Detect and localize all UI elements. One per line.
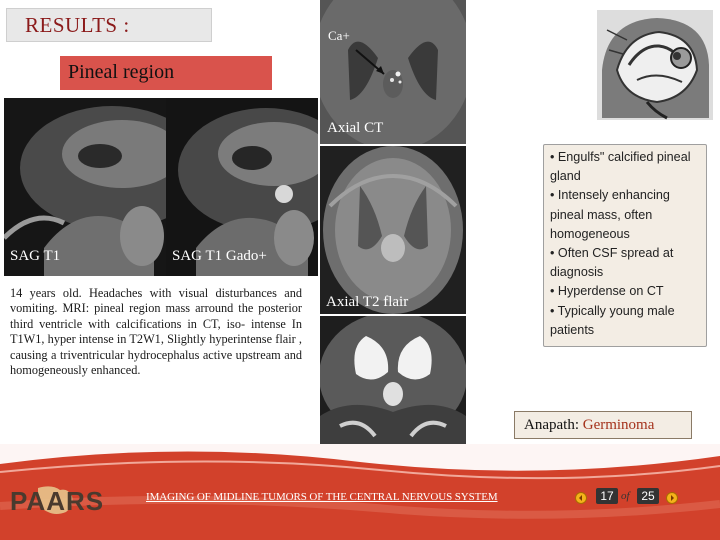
finding-item: • Intensely enhancing pineal mass, often homogeneous xyxy=(550,188,670,241)
paars-logo-text: PAARS xyxy=(10,486,105,516)
axial-ct-image xyxy=(320,0,466,144)
case-description: 14 years old. Headaches with visual disturbances and vomiting. MRI: pineal region mass arround the posterior third ventricle with calcifications in CT, iso- intense In T1W1, hyper intense in T2W1, Slightly hyperintense flair , causing a triventricular hydrocephalus active upstream and homogeneously enhanced. xyxy=(10,286,302,378)
axial-t2-flair-image xyxy=(320,146,466,314)
next-slide-button[interactable] xyxy=(666,492,678,504)
finding-item: • Engulfs" calcified pineal gland xyxy=(550,150,691,184)
anapath-label: Anapath: xyxy=(524,417,579,433)
finding-item: • Often CSF spread at diagnosis xyxy=(550,246,674,280)
anapath-box xyxy=(514,411,692,439)
ct-calcification-label: Ca+ xyxy=(328,28,350,43)
sag-t1-image xyxy=(4,98,166,276)
prev-slide-button[interactable] xyxy=(575,492,587,504)
total-pages: 25 xyxy=(637,488,659,504)
axial-ct-label: Axial CT xyxy=(327,120,384,136)
sag-t1-gado-label: SAG T1 Gado+ xyxy=(172,248,267,264)
presentation-title: IMAGING OF MIDLINE TUMORS OF THE CENTRAL NERVOUS SYSTEM xyxy=(146,491,498,503)
anapath-value: Germinoma xyxy=(582,417,655,433)
page-of-text: of xyxy=(621,490,630,502)
pineal-region-title: Pineal region xyxy=(60,56,272,90)
axial-t2-flair-label: Axial T2 flair xyxy=(326,294,409,310)
finding-item: • Hyperdense on CT xyxy=(550,284,664,299)
current-page: 17 xyxy=(596,488,618,504)
findings-box xyxy=(543,144,707,347)
paars-logo xyxy=(8,482,104,518)
anatomy-illustration xyxy=(597,10,713,120)
finding-item: • Typically young male patients xyxy=(550,303,675,337)
sag-t1-gado-image xyxy=(166,98,318,276)
sag-t1-label: SAG T1 xyxy=(10,248,61,264)
cor-t2-image xyxy=(320,316,466,464)
results-heading: RESULTS : xyxy=(6,8,212,42)
